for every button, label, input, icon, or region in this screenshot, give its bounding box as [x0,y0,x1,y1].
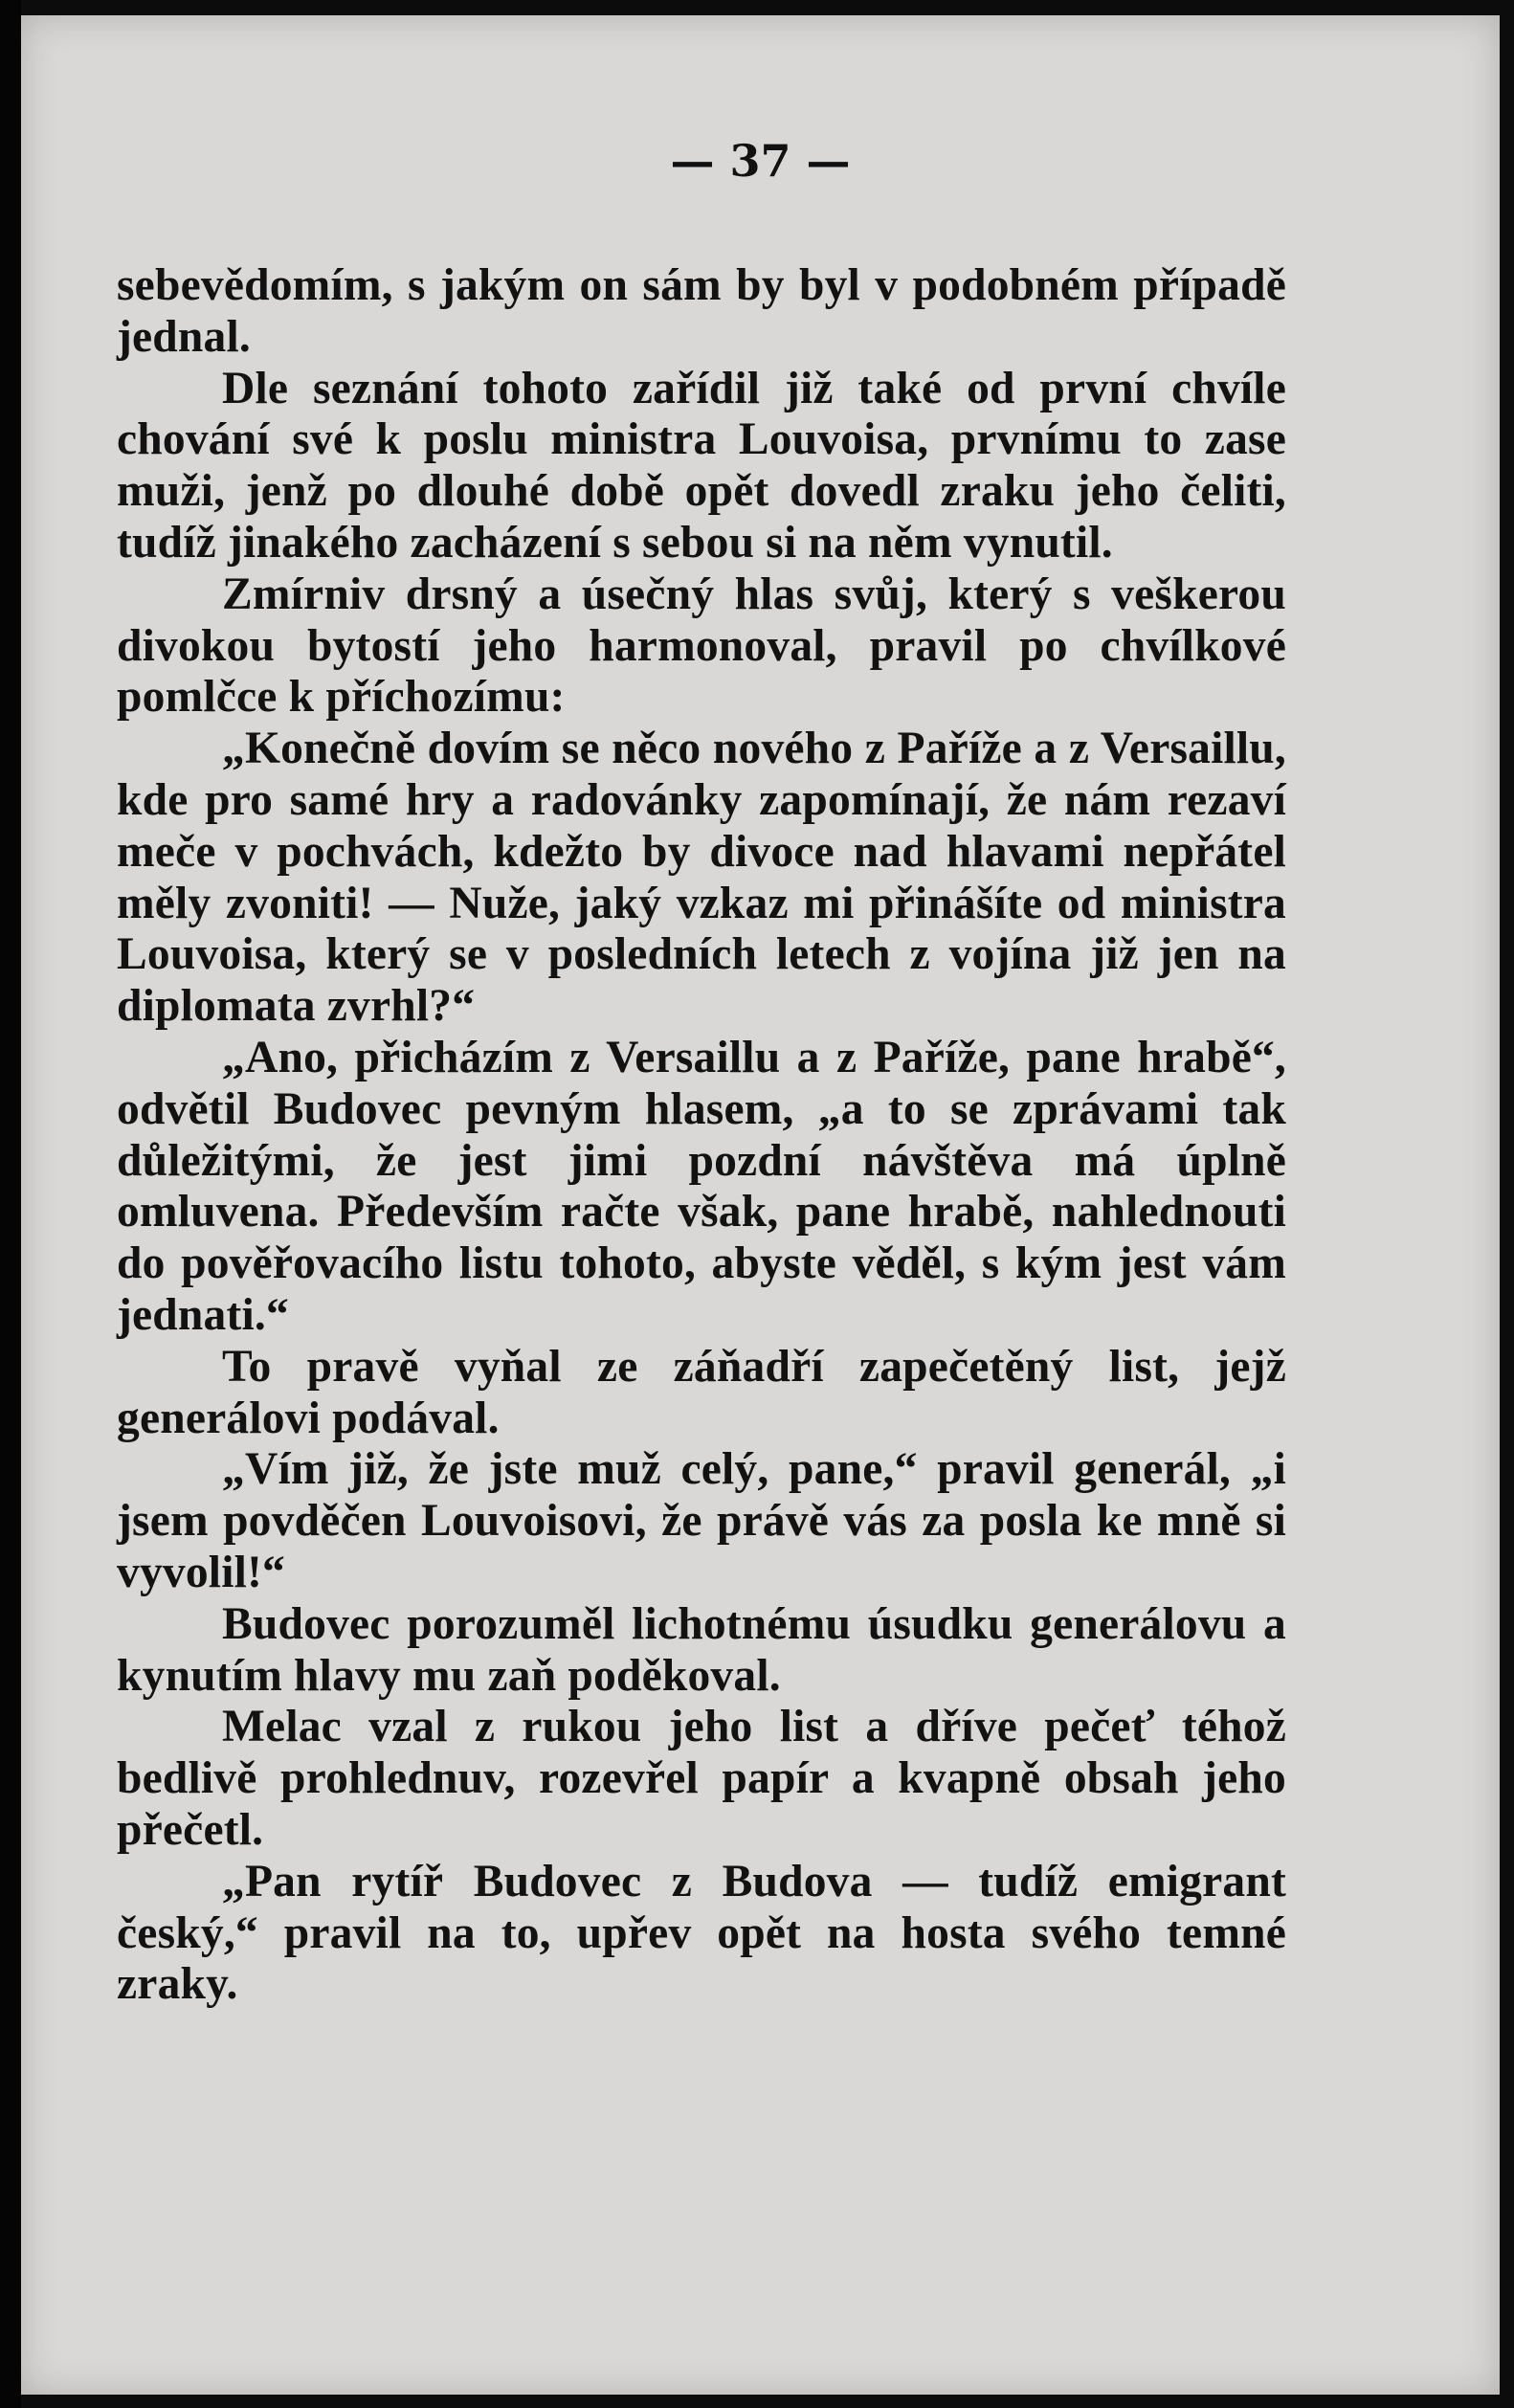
paragraph: To pravě vyňal ze záňadří zapečetěný list, jejž generálovi podával. [117,1341,1286,1443]
scan-left-border [0,0,21,2408]
paragraph: „Konečně dovím se něco nového z Paříže a z Versaillu, kde pro samé hry a radovánky zapomínají, že nám rezaví meče v pochvách, kdežto by divoce nad hlavami nepřátel měly zvoniti! — Nuže, jaký vzkaz mi přinášíte od ministra Louvoisa, který se v posledních letech z vojína již jen na diplomata zvrhl?“ [117,724,1286,1032]
paragraph: Budovec porozuměl lichotnému úsudku generálovu a kynutím hlavy mu zaň poděkoval. [117,1598,1286,1701]
paragraph: sebevědomím, s jakým on sám by byl v podobném případě jednal. [117,260,1286,362]
body-text [117,260,1286,2011]
paragraph: Zmírniv drsný a úsečný hlas svůj, který s veškerou divokou bytostí jeho harmonoval, pravil po chvílkové pomlčce k příchozímu: [117,569,1286,723]
paragraph: „Vím již, že jste muž celý, pane,“ pravil generál, „i jsem povděčen Louvoisovi, že právě vás za posla ke mně si vyvolil!“ [117,1444,1286,1597]
paragraph: Dle seznání tohoto zařídil již také od první chvíle chování své k poslu ministra Louvoisa, prvnímu to zase muži, jenž po dlouhé době opět dovedl zraku jeho čeliti, tudíž jinakého zacházení s sebou si na něm vynutil. [117,363,1286,568]
paragraph: „Ano, přicházím z Versaillu a z Paříže, pane hrabě“, odvětil Budovec pevným hlasem, „a to se zprávami tak důležitými, že jest jimi pozdní návštěva má úplně omluvena. Především račte však, pane hrabě, nahlednouti do pověřovacího listu tohoto, abyste věděl, s kým jest vám jednati.“ [117,1032,1286,1340]
paragraph: Melac vzal z rukou jeho list a dříve pečeť téhož bedlivě prohlednuv, rozevřel papír a kvapně obsah jeho přečetl. [117,1702,1286,1855]
paragraph: „Pan rytíř Budovec z Budova — tudíž emigrant český,“ pravil na to, upřev opět na hosta svého temné zraky. [117,1856,1286,2010]
page-number: — 37 — [670,135,851,187]
book-page [21,15,1500,2395]
